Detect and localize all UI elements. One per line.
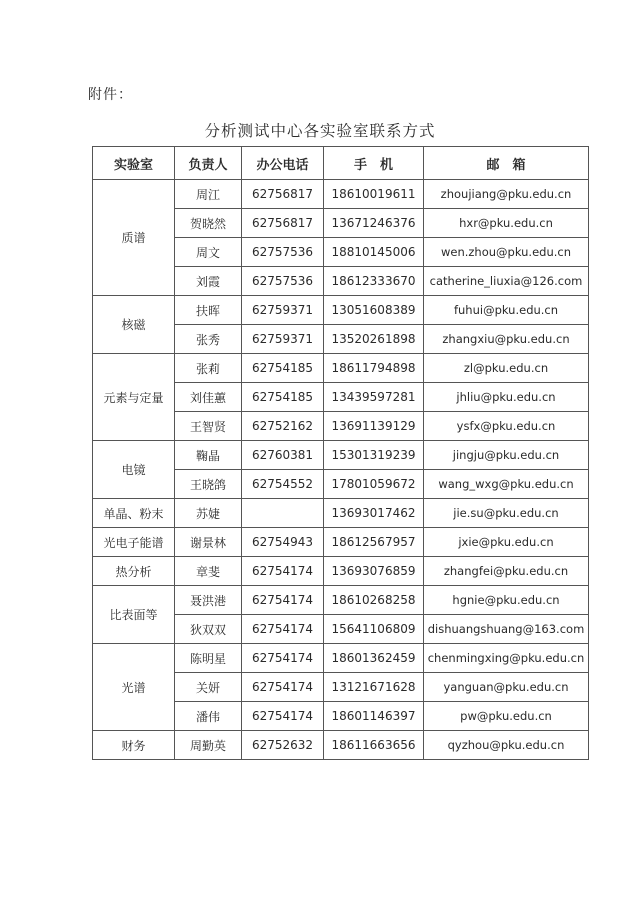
contacts-table [92, 146, 589, 760]
person-cell: 周勤英 [175, 731, 242, 760]
email-cell: qyzhou@pku.edu.cn [424, 731, 589, 760]
office-phone-cell: 62759371 [242, 325, 324, 354]
person-cell: 章斐 [175, 557, 242, 586]
mobile-cell: 13439597281 [324, 383, 424, 412]
person-cell: 刘霞 [175, 267, 242, 296]
table-row [93, 499, 589, 528]
office-phone-cell: 62754943 [242, 528, 324, 557]
mobile-cell: 18612567957 [324, 528, 424, 557]
office-phone-cell: 62757536 [242, 267, 324, 296]
person-cell: 狄双双 [175, 615, 242, 644]
email-cell: zhangxiu@pku.edu.cn [424, 325, 589, 354]
mobile-cell: 18810145006 [324, 238, 424, 267]
document-title: 分析测试中心各实验室联系方式 [204, 122, 436, 140]
person-cell: 周江 [175, 180, 242, 209]
person-cell: 周文 [175, 238, 242, 267]
mobile-cell: 18611794898 [324, 354, 424, 383]
person-cell: 苏婕 [175, 499, 242, 528]
email-cell: zhangfei@pku.edu.cn [424, 557, 589, 586]
person-cell: 聂洪港 [175, 586, 242, 615]
lab-name-cell: 单晶、粉末 [93, 499, 175, 528]
office-phone-cell: 62754174 [242, 615, 324, 644]
office-phone-cell: 62756817 [242, 180, 324, 209]
email-cell: fuhui@pku.edu.cn [424, 296, 589, 325]
person-cell: 张秀 [175, 325, 242, 354]
lab-name-cell: 元素与定量 [93, 354, 175, 441]
email-cell: hxr@pku.edu.cn [424, 209, 589, 238]
header-row [93, 147, 589, 180]
lab-name-cell: 光谱 [93, 644, 175, 731]
table-row [93, 441, 589, 470]
mobile-cell: 13520261898 [324, 325, 424, 354]
mobile-cell: 18610019611 [324, 180, 424, 209]
email-cell: dishuangshuang@163.com [424, 615, 589, 644]
person-cell: 潘伟 [175, 702, 242, 731]
email-cell: catherine_liuxia@126.com [424, 267, 589, 296]
office-phone-cell: 62754174 [242, 673, 324, 702]
office-phone-cell: 62759371 [242, 296, 324, 325]
office-phone-cell: 62754174 [242, 557, 324, 586]
table-row [93, 557, 589, 586]
table-row [93, 644, 589, 673]
office-phone-cell: 62757536 [242, 238, 324, 267]
office-phone-cell: 62752632 [242, 731, 324, 760]
lab-name-cell: 比表面等 [93, 586, 175, 644]
table-row [93, 296, 589, 325]
mobile-cell: 15301319239 [324, 441, 424, 470]
email-cell: zhoujiang@pku.edu.cn [424, 180, 589, 209]
person-cell: 刘佳蕙 [175, 383, 242, 412]
lab-name-cell: 财务 [93, 731, 175, 760]
person-cell: 鞠晶 [175, 441, 242, 470]
mobile-cell: 18610268258 [324, 586, 424, 615]
email-cell: zl@pku.edu.cn [424, 354, 589, 383]
email-cell: jhliu@pku.edu.cn [424, 383, 589, 412]
email-cell: yanguan@pku.edu.cn [424, 673, 589, 702]
email-cell: pw@pku.edu.cn [424, 702, 589, 731]
person-cell: 张莉 [175, 354, 242, 383]
table-row [93, 354, 589, 383]
office-phone-cell: 62752162 [242, 412, 324, 441]
lab-name-cell: 热分析 [93, 557, 175, 586]
person-cell: 关妍 [175, 673, 242, 702]
lab-name-cell: 光电子能谱 [93, 528, 175, 557]
header-mobile: 手 机 [324, 147, 424, 180]
office-phone-cell: 62754174 [242, 644, 324, 673]
email-cell: wang_wxg@pku.edu.cn [424, 470, 589, 499]
person-cell: 王晓鸽 [175, 470, 242, 499]
person-cell: 陈明星 [175, 644, 242, 673]
table-row [93, 586, 589, 615]
header-email: 邮 箱 [424, 147, 589, 180]
mobile-cell: 18601362459 [324, 644, 424, 673]
mobile-cell: 18611663656 [324, 731, 424, 760]
office-phone-cell: 62754185 [242, 383, 324, 412]
email-cell: jie.su@pku.edu.cn [424, 499, 589, 528]
header-lab: 实验室 [93, 147, 175, 180]
mobile-cell: 13693017462 [324, 499, 424, 528]
email-cell: jingju@pku.edu.cn [424, 441, 589, 470]
office-phone-cell: 62754174 [242, 586, 324, 615]
table-row [93, 528, 589, 557]
mobile-cell: 18601146397 [324, 702, 424, 731]
person-cell: 王智贤 [175, 412, 242, 441]
person-cell: 扶晖 [175, 296, 242, 325]
table-body [93, 180, 589, 760]
mobile-cell: 17801059672 [324, 470, 424, 499]
email-cell: hgnie@pku.edu.cn [424, 586, 589, 615]
office-phone-cell: 62754185 [242, 354, 324, 383]
office-phone-cell: 62756817 [242, 209, 324, 238]
attachment-label: 附件： [88, 87, 133, 103]
email-cell: ysfx@pku.edu.cn [424, 412, 589, 441]
office-phone-cell: 62760381 [242, 441, 324, 470]
person-cell: 贺晓然 [175, 209, 242, 238]
email-cell: wen.zhou@pku.edu.cn [424, 238, 589, 267]
office-phone-cell: 62754552 [242, 470, 324, 499]
mobile-cell: 13691139129 [324, 412, 424, 441]
mobile-cell: 13121671628 [324, 673, 424, 702]
mobile-cell: 13693076859 [324, 557, 424, 586]
mobile-cell: 18612333670 [324, 267, 424, 296]
lab-name-cell: 电镜 [93, 441, 175, 499]
office-phone-cell: 62754174 [242, 702, 324, 731]
email-cell: chenmingxing@pku.edu.cn [424, 644, 589, 673]
lab-name-cell: 质谱 [93, 180, 175, 296]
mobile-cell: 13051608389 [324, 296, 424, 325]
email-cell: jxie@pku.edu.cn [424, 528, 589, 557]
header-office-phone: 办公电话 [242, 147, 324, 180]
header-person: 负责人 [175, 147, 242, 180]
table-row [93, 731, 589, 760]
person-cell: 谢景林 [175, 528, 242, 557]
table-row [93, 180, 589, 209]
mobile-cell: 15641106809 [324, 615, 424, 644]
office-phone-cell [242, 499, 324, 528]
mobile-cell: 13671246376 [324, 209, 424, 238]
lab-name-cell: 核磁 [93, 296, 175, 354]
